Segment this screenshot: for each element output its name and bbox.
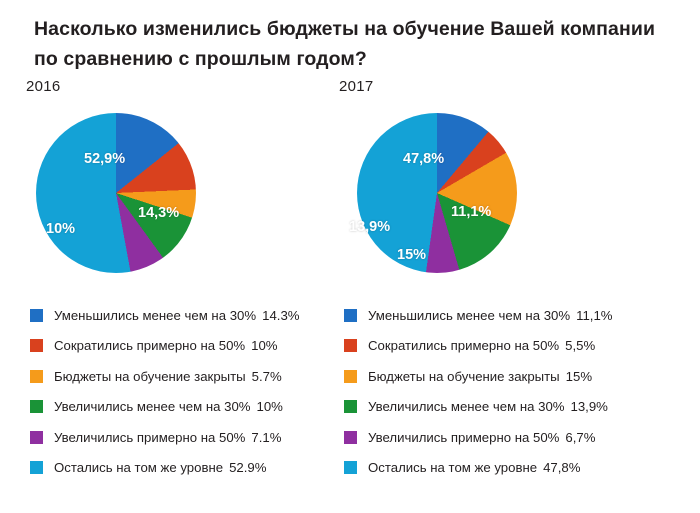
legend-item-label: Увеличились менее чем на 30% bbox=[54, 399, 251, 415]
legend-swatch-icon bbox=[344, 309, 357, 322]
legend-item[interactable] bbox=[344, 453, 613, 484]
pie-chart-2016 bbox=[36, 113, 196, 273]
pie-wrap-2017 bbox=[335, 109, 635, 289]
legend-item-label: Бюджеты на обучение закрыты bbox=[368, 368, 560, 384]
legend-swatch-icon bbox=[30, 309, 43, 322]
chart-year-label-2017: 2017 bbox=[339, 78, 374, 95]
legend-item-label: Остались на том же уровне bbox=[54, 460, 224, 476]
pie-chart-2017 bbox=[357, 113, 517, 273]
legend-swatch-icon bbox=[344, 461, 357, 474]
legend-item-label: Остались на том же уровне bbox=[368, 460, 538, 476]
legend-item-label: Увеличились менее чем на 30% bbox=[368, 399, 565, 415]
legend-item-value: 14.3% bbox=[262, 307, 300, 323]
legend-item-value: 10% bbox=[256, 399, 283, 415]
legend-item-value: 5,5% bbox=[565, 338, 596, 354]
legend-swatch-icon bbox=[30, 400, 43, 413]
legend-swatch-icon bbox=[344, 431, 357, 444]
legend-2017 bbox=[344, 300, 613, 483]
legend-item[interactable] bbox=[30, 422, 300, 453]
chart-panel-2017 bbox=[335, 78, 635, 289]
slice-label-decrease30-2016: 14,3% bbox=[138, 205, 180, 221]
legend-item[interactable] bbox=[344, 361, 613, 392]
page-title: Насколько изменились бюджеты на обучение Вашей компании по сравнению с прошлым годом? bbox=[34, 18, 656, 70]
legend-item-value: 52.9% bbox=[229, 460, 267, 476]
legend-item[interactable] bbox=[344, 300, 613, 331]
legend-item[interactable] bbox=[344, 422, 613, 453]
chart-panel-2016 bbox=[22, 78, 322, 289]
legend-item[interactable] bbox=[30, 300, 300, 331]
legend-swatch-icon bbox=[30, 370, 43, 383]
slice-label-same-2016: 52,9% bbox=[84, 151, 126, 167]
slice-label-decrease30-2017: 11,1% bbox=[451, 204, 492, 220]
legend-item-label: Бюджеты на обучение закрыты bbox=[54, 368, 246, 384]
legend-item[interactable] bbox=[344, 392, 613, 423]
legend-item-value: 13,9% bbox=[570, 399, 608, 415]
pie-wrap-2016 bbox=[22, 109, 322, 289]
legend-item-value: 10% bbox=[251, 338, 278, 354]
legend-item-label: Увеличились примерно на 50% bbox=[368, 429, 560, 445]
chart-year-label-2016: 2016 bbox=[26, 78, 61, 95]
legend-item[interactable] bbox=[30, 453, 300, 484]
legend-item-value: 7.1% bbox=[251, 429, 282, 445]
legend-item[interactable] bbox=[30, 392, 300, 423]
slice-label-closed-2017: 15% bbox=[397, 247, 427, 263]
legend-item-value: 11,1% bbox=[576, 307, 613, 323]
legend-swatch-icon bbox=[344, 339, 357, 352]
legend-item-value: 5.7% bbox=[251, 368, 282, 384]
legend-swatch-icon bbox=[344, 400, 357, 413]
legend-swatch-icon bbox=[30, 339, 43, 352]
legend-swatch-icon bbox=[30, 461, 43, 474]
legend-item-label: Сократились примерно на 50% bbox=[54, 338, 246, 354]
legend-item-label: Уменьшились менее чем на 30% bbox=[368, 307, 571, 323]
legend-item-label: Сократились примерно на 50% bbox=[368, 338, 560, 354]
slice-label-increase30-2017: 13,9% bbox=[349, 219, 391, 235]
legend-2016 bbox=[30, 300, 300, 483]
legend-item[interactable] bbox=[30, 331, 300, 362]
legend-swatch-icon bbox=[30, 431, 43, 444]
slice-label-same-2017: 47,8% bbox=[403, 151, 445, 167]
legend-swatch-icon bbox=[344, 370, 357, 383]
legend-item[interactable] bbox=[30, 361, 300, 392]
legend-item[interactable] bbox=[344, 331, 613, 362]
slice-label-increase30-2016: 10% bbox=[46, 221, 76, 237]
legend-item-value: 47,8% bbox=[543, 460, 581, 476]
legend-item-label: Уменьшились менее чем на 30% bbox=[54, 307, 257, 323]
legend-item-value: 6,7% bbox=[565, 429, 596, 445]
legend-item-value: 15% bbox=[565, 368, 593, 384]
legend-item-label: Увеличились примерно на 50% bbox=[54, 429, 246, 445]
